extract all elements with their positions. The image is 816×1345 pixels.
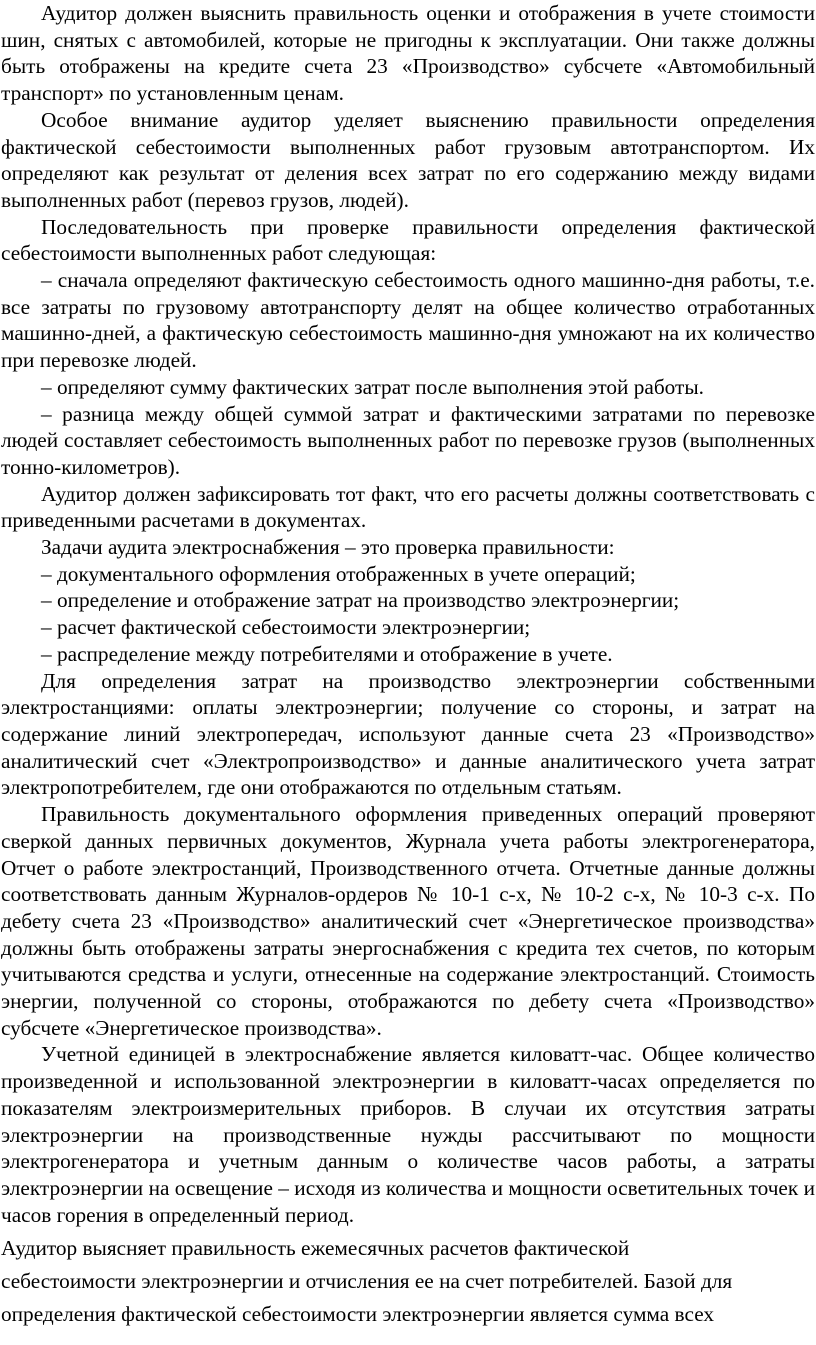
- paragraph-auditor-record: Аудитор должен зафиксировать тот факт, что его расчеты должны соответствовать с приведенными расчетами в документах.: [1, 481, 815, 533]
- text-line: определения фактической себестоимости электроэнергии является сумма всех: [1, 1302, 715, 1327]
- paragraph-audit-tasks: Задачи аудита электроснабжения – это проверка правильности:: [41, 535, 615, 560]
- list-item-actual-costs: – определяют сумму фактических затрат после выполнения этой работы.: [41, 374, 704, 399]
- paragraph-tires: Аудитор должен выяснить правильность оценки и отображения в учете стоимости шин, снятых с автомобилей, которые не пригодны к эксплуатации. Они также должны быть отображены на кредите счета 23 «Производство» субсчете «Автомобильный транспорт» по установленным ценам.: [1, 1, 815, 106]
- list-item-distribution: – распределение между потребителями и отображение в учете.: [41, 641, 613, 666]
- paragraph-sequence-intro: Последовательность при проверке правильности определения фактической себестоимости выполненных работ следующая:: [1, 214, 815, 266]
- paragraph-cost-determination: Для определения затрат на производство электроэнергии собственными электростанциями: оплаты электроэнергии; получение со стороны, и затрат на содержание линий электропередач, используют данные счета 23 «Производство» аналитический счет «Электропроизводство» и данные аналитического учета затрат электропотребителем, где они отображаются по отдельным статьям.: [1, 668, 815, 800]
- text-line: себестоимости электроэнергии и отчисления ее на счет потребителей. Базой для: [1, 1269, 733, 1294]
- list-item-cost-definition: – определение и отображение затрат на производство электроэнергии;: [41, 588, 680, 613]
- list-item-difference: – разница между общей суммой затрат и фактическими затратами по перевозке людей составляет себестоимость выполненных работ по перевозке грузов (выполненных тонно-километров).: [1, 401, 815, 479]
- paragraph-cost-attention: Особое внимание аудитор уделяет выяснению правильности определения фактической себестоимости выполненных работ грузовым автотранспортом. Их определяют как результат от деления всех затрат по его содержанию между видами выполненных работ (перевоз грузов, людей).: [1, 107, 815, 212]
- paragraph-accounting-unit: Учетной единицей в электроснабжение является киловатт-час. Общее количество произведенной и использованной электроэнергии в киловатт-часах определяется по показателям электроизмерительных приборов. В случаи их отсутствия затраты электроэнергии на производственные нужды рассчитывают по мощности электрогенератора и учетным данным о количестве часов работы, а затраты электроэнергии на освещение – исходя из количества и мощности осветительных точек и часов горения в определенный период.: [1, 1042, 815, 1227]
- text-line: Аудитор выясняет правильность ежемесячных расчетов фактической: [1, 1236, 630, 1261]
- paragraph-documentation-check: Правильность документального оформления приведенных операций проверяют сверкой данных первичных документов, Журнала учета работы электрогенератора, Отчет о работе электростанций, Производственного отчета. Отчетные данные должны соответствовать данным Журналов-ордеров № 10-1 с-х, № 10-2 с-х, № 10-3 с-х. По дебету счета 23 «Производство» аналитический счет «Энергетическое производства» должны быть отображены затраты энергоснабжения с кредита тех счетов, по которым учитываются средства и услуги, отнесенные на содержание электростанций. Стоимость энергии, полученной со стороны, отображаются по дебету счета «Производство» субсчете «Энергетическое производства».: [1, 802, 815, 1040]
- list-item-machine-day: – сначала определяют фактическую себестоимость одного машинно-дня работы, т.е. все затраты по грузовому автотранспорту делят на общее количество отработанных машинно-дней, а фактическую себестоимость машинно-дня умножают на их количество при перевозке людей.: [1, 268, 815, 373]
- list-item-documentation: – документального оформления отображенных в учете операций;: [41, 561, 636, 586]
- list-item-actual-cost-calc: – расчет фактической себестоимости электроэнергии;: [41, 615, 531, 640]
- paragraph-monthly-calculation: [1, 1232, 791, 1331]
